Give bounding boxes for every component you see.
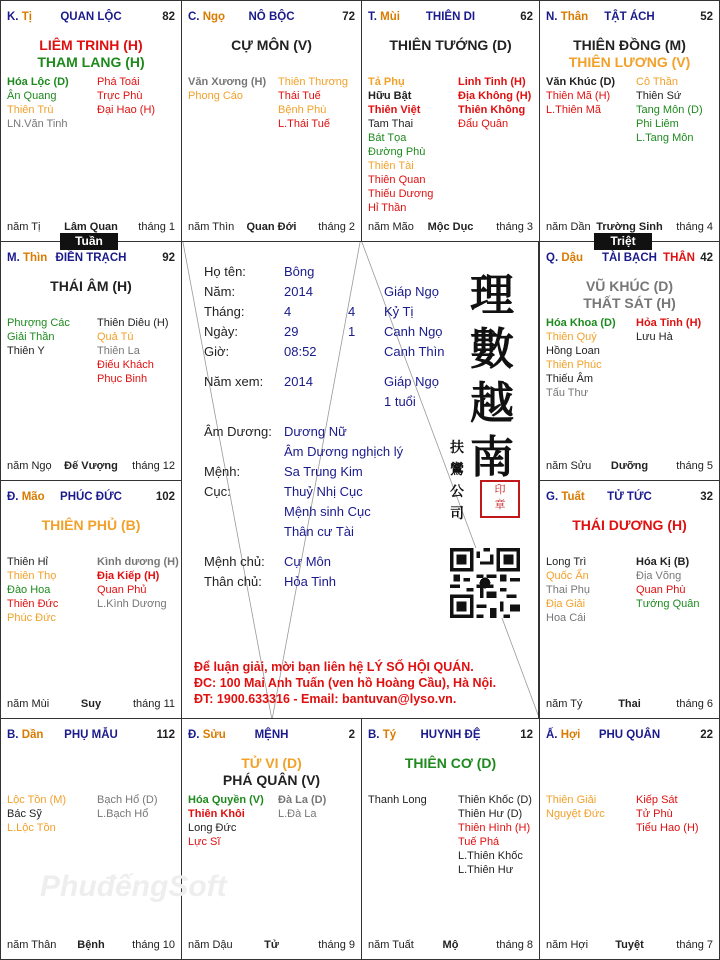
minor-star[interactable]: L.Thiên Hư: [458, 864, 514, 876]
main-star[interactable]: LIÊM TRINH (H): [39, 37, 143, 53]
truong-sinh-stage: Đế Vượng: [64, 460, 118, 472]
minor-star[interactable]: Thanh Long: [368, 794, 427, 806]
main-star[interactable]: THẤT SÁT (H): [583, 295, 676, 311]
minor-star[interactable]: Tang Môn (D): [636, 104, 703, 116]
dai-han-number: 82: [162, 11, 175, 23]
name-value: Bông: [284, 264, 315, 279]
year-value: 2014: [284, 284, 313, 299]
minor-star[interactable]: L.Thiên Mã: [546, 104, 602, 116]
minor-star[interactable]: Địa Kiếp (H): [97, 570, 160, 582]
minor-star[interactable]: Linh Tinh (H): [458, 76, 526, 88]
dai-han-number: 32: [700, 491, 713, 503]
dai-han-number: 102: [155, 491, 175, 503]
than-chu-label: Thân chủ:: [204, 574, 262, 589]
palace-header: [546, 729, 713, 743]
minor-star[interactable]: Hỉ Thần: [368, 202, 407, 214]
minor-star[interactable]: Hóa Kị (B): [636, 556, 690, 568]
branch-code: M. Thìn: [7, 252, 48, 264]
than-marker: THÂN: [663, 252, 695, 264]
palace-footer: [546, 698, 713, 712]
minor-star[interactable]: Thiên Việt: [368, 104, 421, 116]
month-marker: tháng 7: [676, 939, 713, 951]
menh-label: Mệnh:: [204, 464, 241, 479]
menh-chu-value: Cự Môn: [284, 554, 331, 569]
tieu-han-year: năm Dậu: [188, 939, 233, 951]
minor-star[interactable]: Trực Phù: [97, 90, 143, 102]
minor-star[interactable]: Hỏa Tinh (H): [636, 317, 702, 329]
minor-star[interactable]: Thai Phụ: [546, 584, 591, 596]
minor-star[interactable]: Thiên Không: [458, 104, 526, 116]
calligraphy-small-3: 公: [450, 484, 464, 500]
palace-header: [7, 252, 175, 266]
view-year-canchi: Giáp Ngọ: [384, 374, 439, 389]
dai-han-number: 42: [700, 252, 713, 264]
minor-star[interactable]: Quan Phủ: [97, 584, 147, 596]
year-label: Năm:: [204, 284, 236, 299]
tieu-han-year: năm Dần: [546, 221, 591, 233]
name-label: Họ tên:: [204, 264, 246, 279]
minor-star[interactable]: Quốc Ấn: [546, 570, 589, 582]
minor-star[interactable]: L.Kình Dương: [97, 598, 167, 610]
truong-sinh-stage: Tử: [264, 939, 279, 951]
contact-phone-email[interactable]: ĐT: 1900.633316 - Email: bantuvan@lyso.vn.: [194, 692, 457, 706]
minor-star[interactable]: Phi Liêm: [636, 118, 679, 130]
month-marker: tháng 8: [496, 939, 533, 951]
dai-han-number: 112: [156, 729, 175, 741]
minor-star[interactable]: Phong Cáo: [188, 90, 244, 102]
main-star[interactable]: THIÊN LƯƠNG (V): [568, 54, 691, 70]
minor-star[interactable]: Quả Tú: [97, 331, 134, 343]
tieu-han-year: năm Thân: [7, 939, 57, 951]
minor-star[interactable]: L.Tang Môn: [636, 132, 694, 144]
minor-star[interactable]: Thiên Hình (H): [458, 822, 531, 834]
main-stars: [540, 517, 719, 534]
palace-dan: [0, 718, 182, 960]
tieu-han-year: năm Tý: [546, 698, 583, 710]
minor-star[interactable]: Nguyệt Đức: [546, 808, 605, 820]
main-stars: [1, 517, 181, 534]
branch-code: Đ. Mão: [7, 491, 45, 503]
minor-star[interactable]: Tuế Phá: [458, 836, 500, 848]
palace-mao: [0, 480, 182, 719]
view-year-value: 2014: [284, 374, 313, 389]
month-marker: tháng 6: [676, 698, 713, 710]
palace-footer: [7, 460, 175, 474]
palace-hoi: [539, 718, 720, 960]
main-stars: [540, 278, 719, 312]
main-star[interactable]: THÁI DƯƠNG (H): [572, 517, 687, 533]
tieu-han-year: năm Mão: [368, 221, 414, 233]
calligraphy-char-1: 理: [470, 270, 514, 321]
hour-label: Giờ:: [204, 344, 230, 359]
main-stars: [1, 278, 181, 295]
minor-star[interactable]: Phúc Đức: [7, 612, 56, 624]
palace-name[interactable]: ĐIỀN TRẠCH: [55, 252, 127, 264]
truong-sinh-stage: Tuyệt: [615, 939, 644, 951]
minor-star[interactable]: Bác Sỹ: [7, 808, 42, 820]
minor-star[interactable]: Giải Thần: [7, 331, 55, 343]
minor-star[interactable]: Lộc Tồn (M): [7, 794, 67, 806]
minor-star[interactable]: Điếu Khách: [97, 359, 154, 371]
cuc-label: Cục:: [204, 484, 231, 499]
main-stars: [540, 37, 719, 71]
palace-name[interactable]: NÔ BỘC: [248, 11, 295, 23]
menh-value: Sa Trung Kim: [284, 464, 363, 479]
minor-star[interactable]: Thiên Khốc (D): [458, 794, 532, 806]
main-stars: [182, 755, 361, 789]
hour-canchi: Canh Thìn: [384, 344, 445, 359]
dai-han-number: 52: [700, 11, 713, 23]
minor-star[interactable]: Thiên Y: [7, 345, 45, 357]
minor-star[interactable]: Phượng Các: [7, 317, 70, 329]
center-info-panel: [181, 241, 539, 719]
palace-than: [539, 0, 720, 242]
month-solar: 4: [284, 304, 292, 319]
month-label: Tháng:: [204, 304, 245, 319]
am-duong-label: Âm Dương:: [204, 424, 272, 439]
minor-star[interactable]: L.Đà La: [278, 808, 317, 820]
branch-code: G. Tuất: [546, 491, 585, 503]
main-star[interactable]: THIÊN TƯỚNG (D): [389, 37, 512, 53]
month-marker: tháng 11: [132, 698, 175, 710]
truong-sinh-stage: Mộc Dục: [427, 221, 474, 233]
truong-sinh-stage: Bệnh: [77, 939, 105, 951]
palace-ngo: [181, 0, 362, 242]
tieu-han-year: năm Tuất: [368, 939, 414, 951]
minor-star[interactable]: Đà La (D): [278, 794, 327, 806]
minor-star[interactable]: Phục Binh: [97, 373, 148, 385]
minor-star[interactable]: Thiên Trù: [7, 104, 54, 116]
tieu-han-year: năm Mùi: [7, 698, 50, 710]
palace-header: [7, 729, 175, 743]
palace-thin: [0, 241, 182, 481]
branch-code: T. Mùi: [368, 11, 400, 23]
minor-star[interactable]: Thiên Diêu (H): [97, 317, 169, 329]
day-canchi: Canh Ngọ: [384, 324, 443, 339]
branch-code: C. Ngọ: [188, 11, 226, 23]
palace-dau: [539, 241, 720, 481]
palace-header: [188, 729, 355, 743]
calligraphy-char-4: 南: [470, 432, 514, 483]
tieu-han-year: năm Sửu: [546, 460, 592, 472]
view-year-label: Năm xem:: [204, 374, 264, 389]
minor-star[interactable]: LN.Văn Tinh: [7, 118, 68, 130]
palace-header: [7, 491, 175, 505]
minor-star[interactable]: Hồng Loan: [546, 345, 600, 357]
main-stars: [362, 37, 539, 54]
dai-han-number: 92: [162, 252, 175, 264]
minor-star[interactable]: Thiên Tài: [368, 160, 414, 172]
month-lunar: 4: [348, 304, 356, 319]
minor-star[interactable]: Thiên Sứ: [636, 90, 682, 102]
palace-name[interactable]: QUAN LỘC: [60, 11, 122, 23]
main-star[interactable]: VŨ KHÚC (D): [585, 278, 674, 294]
month-marker: tháng 1: [138, 221, 175, 233]
tieu-han-year: năm Thìn: [188, 221, 235, 233]
palace-name[interactable]: PHU QUÂN: [598, 729, 661, 741]
minor-star[interactable]: Hóa Quyền (V): [188, 794, 264, 806]
minor-star[interactable]: Tướng Quân: [636, 598, 700, 610]
month-marker: tháng 9: [318, 939, 355, 951]
palace-name[interactable]: MỆNH: [254, 729, 289, 741]
calligraphy-small-2: 鸞: [450, 462, 464, 478]
minor-star[interactable]: Thiên La: [97, 345, 140, 357]
minor-star[interactable]: Địa Không (H): [458, 90, 532, 102]
palace-footer: [368, 221, 533, 235]
palace-footer: [188, 221, 355, 235]
minor-star[interactable]: Long Đức: [188, 822, 237, 834]
main-star[interactable]: THIÊN ĐỒNG (M): [573, 37, 686, 53]
palace-footer: [546, 939, 713, 953]
minor-star[interactable]: Bệnh Phù: [278, 104, 327, 116]
truong-sinh-stage: Quan Đới: [246, 221, 297, 233]
dai-han-number: 22: [700, 729, 713, 741]
main-stars: [1, 37, 181, 71]
tieu-han-year: năm Ngọ: [7, 460, 52, 472]
minor-star[interactable]: Thiếu Dương: [368, 188, 434, 200]
palace-header: [188, 11, 355, 25]
palace-name[interactable]: TỬ TỨC: [607, 491, 652, 503]
minor-star[interactable]: Thiên Quan: [368, 174, 426, 186]
minor-star[interactable]: Thiên Hư (D): [458, 808, 523, 820]
minor-star[interactable]: Thiên Thương: [278, 76, 349, 88]
palace-name[interactable]: TÀI BẠCH: [602, 252, 657, 264]
minor-star[interactable]: Tiểu Hao (H): [636, 822, 699, 834]
month-marker: tháng 5: [676, 460, 713, 472]
minor-star[interactable]: Hóa Lộc (D): [7, 76, 69, 88]
palace-mui: [361, 0, 540, 242]
minor-star[interactable]: Tử Phù: [636, 808, 673, 820]
truong-sinh-stage: Thai: [618, 698, 641, 710]
age-value: 1 tuổi: [384, 394, 416, 409]
minor-star[interactable]: Thiên Khôi: [188, 808, 245, 820]
minor-star[interactable]: Đại Hao (H): [97, 104, 156, 116]
main-stars: [182, 37, 361, 54]
minor-star[interactable]: Cô Thần: [636, 76, 678, 88]
day-label: Ngày:: [204, 324, 238, 339]
branch-code: B. Dần: [7, 729, 44, 741]
minor-star[interactable]: L.Thiên Khốc: [458, 850, 523, 862]
triet-marker: Triệt: [594, 233, 652, 250]
dai-han-number: 12: [520, 729, 533, 741]
minor-star[interactable]: Hoa Cái: [546, 612, 586, 624]
minor-star[interactable]: Đẩu Quân: [458, 118, 509, 130]
minor-star[interactable]: Bạch Hổ (D): [97, 794, 158, 806]
truong-sinh-stage: Mộ: [442, 939, 459, 951]
branch-code: N. Thân: [546, 11, 589, 23]
minor-star[interactable]: Long Trì: [546, 556, 587, 568]
main-star[interactable]: THAM LANG (H): [37, 54, 145, 70]
dai-han-number: 62: [520, 11, 533, 23]
minor-star[interactable]: Địa Giải: [546, 598, 586, 610]
main-star[interactable]: CỰ MÔN (V): [231, 37, 312, 53]
truong-sinh-stage: Trường Sinh: [596, 221, 663, 233]
minor-star[interactable]: Thiên Mã (H): [546, 90, 611, 102]
palace-ty: [361, 718, 540, 960]
minor-star[interactable]: L.Thái Tuế: [278, 118, 330, 130]
minor-star[interactable]: Hóa Khoa (D): [546, 317, 616, 329]
than-position: Thân cư Tài: [284, 524, 354, 539]
palace-ti: [0, 0, 182, 242]
minor-star[interactable]: Thiên Đức: [7, 598, 59, 610]
month-marker: tháng 2: [318, 221, 355, 233]
truong-sinh-stage: Lâm Quan: [64, 221, 118, 233]
minor-star[interactable]: L.Bạch Hổ: [97, 808, 149, 820]
minor-star[interactable]: Quan Phù: [636, 584, 686, 596]
palace-header: [546, 11, 713, 25]
palace-header: [368, 729, 533, 743]
tieu-han-year: năm Hợi: [546, 939, 589, 951]
palace-header: [7, 11, 175, 25]
dai-han-number: 72: [342, 11, 355, 23]
main-star[interactable]: THIÊN CƠ (D): [404, 755, 497, 771]
palace-footer: [7, 939, 175, 953]
palace-header: [546, 252, 713, 266]
minor-star[interactable]: Tấu Thư: [546, 387, 589, 399]
minor-star[interactable]: Thiên Phúc: [546, 359, 602, 371]
palace-footer: [546, 460, 713, 474]
minor-star[interactable]: Thiếu Âm: [546, 373, 594, 385]
palace-tuat: [539, 480, 720, 719]
than-chu-value: Hỏa Tinh: [284, 574, 337, 589]
month-marker: tháng 10: [132, 939, 175, 951]
minor-star[interactable]: Kình dương (H): [97, 556, 179, 568]
truong-sinh-stage: Suy: [80, 698, 102, 710]
cuc-value: Thuỷ Nhị Cục: [284, 484, 363, 499]
branch-code: Đ. Sửu: [188, 729, 226, 741]
month-canchi: Kỷ Tị: [384, 304, 414, 319]
cuc-relation: Mệnh sinh Cục: [284, 504, 371, 519]
minor-star[interactable]: Tả Phụ: [368, 76, 405, 88]
month-marker: tháng 4: [676, 221, 713, 233]
truong-sinh-stage: Dưỡng: [610, 460, 649, 472]
palace-footer: [368, 939, 533, 953]
minor-star[interactable]: Bát Tọa: [368, 132, 407, 144]
year-canchi: Giáp Ngọ: [384, 284, 439, 299]
am-duong-value: Dương Nữ: [284, 424, 347, 439]
palace-header: [368, 11, 533, 25]
minor-star[interactable]: Thiên Thọ: [7, 570, 57, 582]
minor-star[interactable]: Hữu Bật: [368, 90, 412, 102]
minor-star[interactable]: Thiên Quý: [546, 331, 597, 343]
palace-name[interactable]: TẬT ÁCH: [604, 11, 655, 23]
minor-star[interactable]: Địa Võng: [636, 570, 682, 582]
hour-value: 08:52: [284, 344, 317, 359]
month-marker: tháng 12: [132, 460, 175, 472]
red-seal-stamp: 印 章: [480, 480, 520, 518]
contact-intro: Để luận giải, mời bạn liên hệ LÝ SỐ HỘI QUÁN.: [194, 660, 474, 674]
main-star[interactable]: THÁI ÂM (H): [50, 278, 132, 294]
calligraphy-char-2: 數: [470, 324, 514, 375]
palace-name[interactable]: PHÚC ĐỨC: [60, 491, 122, 503]
main-stars: [362, 755, 539, 772]
minor-star[interactable]: Tam Thai: [368, 118, 414, 130]
palace-header: [546, 491, 713, 505]
qr-code-icon[interactable]: [450, 548, 520, 618]
minor-star[interactable]: Đào Hoa: [7, 584, 51, 596]
watermark: PhuđếngSoft: [40, 870, 227, 903]
minor-star[interactable]: Phá Toái: [97, 76, 140, 88]
minor-star[interactable]: Văn Khúc (D): [546, 76, 616, 88]
contact-address: ĐC: 100 Mai Anh Tuấn (ven hồ Hoàng Cầu), Hà Nội.: [194, 676, 497, 690]
day-lunar: 1: [348, 324, 356, 339]
branch-code: Ấ. Hợi: [546, 729, 581, 741]
minor-star[interactable]: Lực Sĩ: [188, 836, 221, 848]
main-star[interactable]: PHÁ QUÂN (V): [222, 772, 321, 788]
palace-name[interactable]: HUYNH ĐỆ: [420, 729, 481, 741]
calligraphy-small-4: 司: [450, 506, 464, 522]
am-duong-note: Âm Dương nghịch lý: [284, 444, 404, 459]
tuan-marker: Tuần: [60, 233, 118, 250]
minor-star[interactable]: L.Lộc Tồn: [7, 822, 56, 834]
minor-star[interactable]: Lưu Hà: [636, 331, 673, 343]
branch-code: Q. Dậu: [546, 252, 584, 264]
palace-suu: [181, 718, 362, 960]
main-star[interactable]: TỬ VI (D): [241, 755, 302, 771]
calligraphy-char-3: 越: [470, 378, 514, 429]
palace-footer: [7, 698, 175, 712]
main-star[interactable]: THIÊN PHỦ (B): [41, 517, 141, 533]
branch-code: K. Tị: [7, 11, 32, 23]
palace-footer: [188, 939, 355, 953]
branch-code: B. Tý: [368, 729, 397, 741]
dai-han-number: 2: [348, 729, 355, 741]
menh-chu-label: Mệnh chủ:: [204, 554, 265, 569]
calligraphy-small-1: 扶: [450, 440, 464, 456]
day-solar: 29: [284, 324, 299, 339]
month-marker: tháng 3: [496, 221, 533, 233]
minor-star[interactable]: Đường Phù: [368, 146, 426, 158]
palace-name[interactable]: THIÊN DI: [425, 11, 476, 23]
minor-star[interactable]: Thiên Hỉ: [7, 556, 48, 568]
minor-star[interactable]: Thái Tuế: [278, 90, 321, 102]
minor-star[interactable]: Thiên Giải: [546, 794, 597, 806]
minor-star[interactable]: Kiếp Sát: [636, 794, 678, 806]
palace-name[interactable]: PHỤ MẪU: [64, 729, 118, 741]
minor-star[interactable]: Ân Quang: [7, 90, 57, 102]
minor-star[interactable]: Văn Xương (H): [188, 76, 267, 88]
tieu-han-year: năm Tị: [7, 221, 41, 233]
